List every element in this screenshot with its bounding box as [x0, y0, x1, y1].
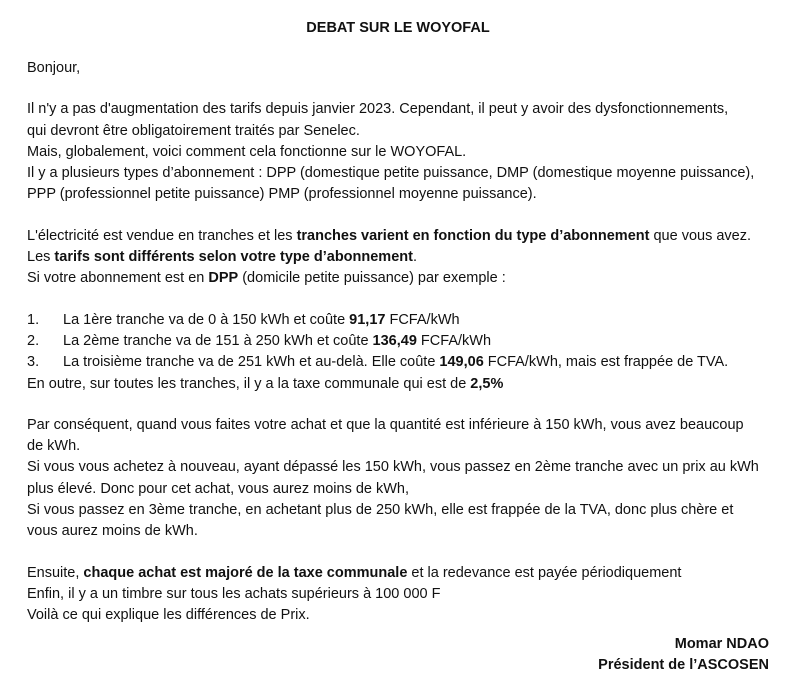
paragraph-line: Mais, globalement, voici comment cela fonctionne sur le WOYOFAL.: [27, 143, 467, 160]
paragraph-line: Il n'y a pas d'augmentation des tarifs depuis janvier 2023. Cependant, il peut y avoir des dysfonctionnements,: [27, 101, 729, 118]
price-value: 149,06: [439, 354, 484, 371]
tax-rate: 2,5%: [470, 375, 504, 392]
document-title: DEBAT SUR LE WOYOFAL: [306, 20, 490, 36]
price-value: 136,49: [372, 332, 417, 349]
greeting: Bonjour,: [27, 60, 81, 76]
list-number: 1.: [27, 311, 40, 328]
paragraph-line: Les tarifs sont différents selon votre type d’abonnement.: [27, 249, 417, 266]
paragraph-conclusion: [27, 563, 765, 627]
paragraph-line: plus élevé. Donc pour cet achat, vous aurez moins de kWh,: [27, 480, 410, 497]
paragraph-consequences: [27, 415, 765, 543]
paragraph-line: Par conséquent, quand vous faites votre achat et que la quantité est inférieure à 150 kWh, vous avez beaucoup: [27, 416, 744, 433]
paragraph-line: Si vous vous achetez à nouveau, ayant dépassé les 150 kWh, vous passez en 2ème tranche avec un prix au kWh: [27, 459, 759, 476]
list-number: 2.: [27, 332, 40, 349]
list-number: 3.: [27, 354, 40, 371]
paragraph-line: Voilà ce qui explique les différences de Prix.: [27, 607, 310, 624]
signature-role: Président de l’ASCOSEN: [598, 657, 769, 673]
list-item: 2. La 2ème tranche va de 151 à 250 kWh et coûte 136,49 FCFA/kWh: [27, 331, 765, 352]
list-item: 1. La 1ère tranche va de 0 à 150 kWh et coûte 91,17 FCFA/kWh: [27, 310, 765, 331]
bold-text: tarifs sont différents selon votre type d’abonnement: [54, 249, 413, 266]
tariff-list: [27, 310, 765, 395]
paragraph-line: L'électricité est vendue en tranches et les tranches varient en fonction du type d’abonnement que vous avez.: [27, 227, 752, 244]
paragraph-line: Enfin, il y a un timbre sur tous les achats supérieurs à 100 000 F: [27, 585, 441, 602]
tax-line: En outre, sur toutes les tranches, il y a la taxe communale qui est de 2,5%: [27, 375, 504, 392]
paragraph-line: vous aurez moins de kWh.: [27, 523, 198, 540]
price-value: 91,17: [349, 311, 386, 328]
paragraph-tranches: [27, 226, 765, 290]
paragraph-line: Il y a plusieurs types d’abonnement : DPP (domestique petite puissance, DMP (domestique moyenne puissance),: [27, 165, 755, 182]
paragraph-line: Si vous passez en 3ème tranche, en achetant plus de 250 kWh, elle est frappée de la TVA, donc plus chère et: [27, 502, 734, 519]
bold-text: DPP: [208, 270, 239, 287]
bold-text: tranches varient en fonction du type d’abonnement: [296, 227, 650, 244]
paragraph-line: Si votre abonnement est en DPP (domicile petite puissance) par exemple :: [27, 270, 506, 287]
paragraph-line: Ensuite, chaque achat est majoré de la taxe communale et la redevance est payée périodiquement: [27, 564, 682, 581]
list-item: 3. La troisième tranche va de 251 kWh et au-delà. Elle coûte 149,06 FCFA/kWh, mais est frappée de TVA.: [27, 352, 765, 373]
paragraph-line: PPP (professionnel petite puissance) PMP (professionnel moyenne puissance).: [27, 186, 537, 203]
signature-block: [389, 634, 789, 676]
paragraph-intro: [27, 99, 765, 205]
paragraph-line: qui devront être obligatoirement traités par Senelec.: [27, 122, 360, 139]
signature-name: Momar NDAO: [674, 636, 769, 652]
bold-text: chaque achat est majoré de la taxe communale: [83, 564, 408, 581]
paragraph-line: de kWh.: [27, 438, 81, 455]
